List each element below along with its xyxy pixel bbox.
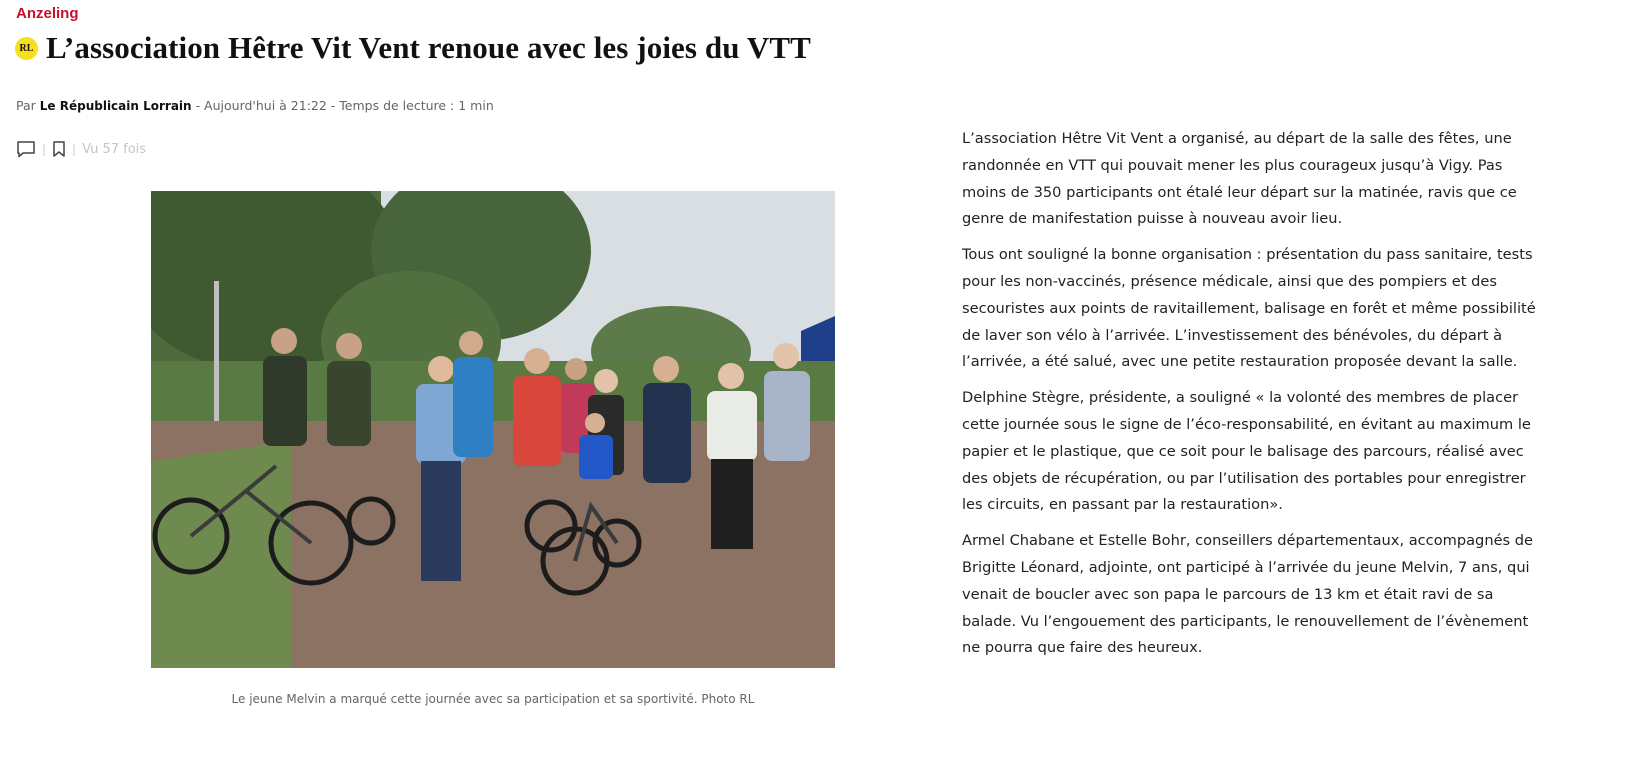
byline-reading-time: - Temps de lecture : 1 min bbox=[326, 98, 494, 113]
section-label[interactable]: Anzeling bbox=[16, 5, 79, 22]
photo-caption: Le jeune Melvin a marqué cette journée avec sa participation et sa sportivité. Photo RL bbox=[231, 692, 755, 706]
comment-icon[interactable] bbox=[16, 140, 36, 158]
toolbar-separator: | bbox=[72, 142, 77, 156]
article-paragraph: Delphine Stègre, présidente, a souligné « la volonté des membres de placer cette journée sous le signe de l’éco-responsabilité, en évitant au maximum le papier et le plastique, que ce soit pour le balisage des parcours, réalisé avec des objets de récupération, ou par l’utilisation des portables pour enregistrer les circuits, en passant par la restauration». bbox=[962, 389, 1531, 514]
article-photo[interactable] bbox=[151, 191, 835, 668]
byline-time: - Aujourd'hui à 21:22 bbox=[191, 98, 327, 113]
bookmark-icon[interactable] bbox=[52, 140, 66, 158]
byline-author[interactable]: Le Républicain Lorrain bbox=[39, 99, 192, 113]
toolbar-separator: | bbox=[42, 142, 47, 156]
view-count: Vu 57 fois bbox=[82, 141, 147, 157]
article-paragraph: L’association Hêtre Vit Vent a organisé, au départ de la salle des fêtes, une randonnée en VTT qui pouvait mener les plus courageux jusqu’à Vigy. Pas moins de 350 participants ont étalé leur départ sur la matinée, ravis que ce genre de manifestation puisse à nouveau avoir lieu. bbox=[962, 130, 1517, 228]
article-paragraph: Armel Chabane et Estelle Bohr, conseillers départementaux, accompagnés de Brigitte Léonard, adjointe, ont participé à l’arrivée du jeune Melvin, 7 ans, qui venait de boucler avec son papa le parcours de 13 km et était ravi de sa balade. Vu l’engouement des participants, le renouvellement de l’évènement ne pourra que faire des heureux. bbox=[962, 532, 1534, 657]
headline-row bbox=[15, 30, 811, 66]
byline-prefix: Par bbox=[16, 98, 36, 113]
article-body bbox=[962, 126, 1542, 671]
byline bbox=[16, 98, 494, 113]
rl-logo-badge: RL bbox=[15, 37, 38, 60]
article-toolbar bbox=[16, 140, 146, 158]
article-headline: L’association Hêtre Vit Vent renoue avec les joies du VTT bbox=[46, 30, 811, 65]
photo-illustration bbox=[151, 191, 835, 668]
article-paragraph: Tous ont souligné la bonne organisation : présentation du pass sanitaire, tests pour les non-vaccinés, présence médicale, ainsi que des pompiers et des secouristes aux points de ravitaillement, balisage en forêt et même possibilité de laver son vélo à l’arrivée. L’investissement des bénévoles, du départ à l’arrivée, a été salué, avec une petite restauration proposée devant la salle. bbox=[962, 246, 1536, 371]
